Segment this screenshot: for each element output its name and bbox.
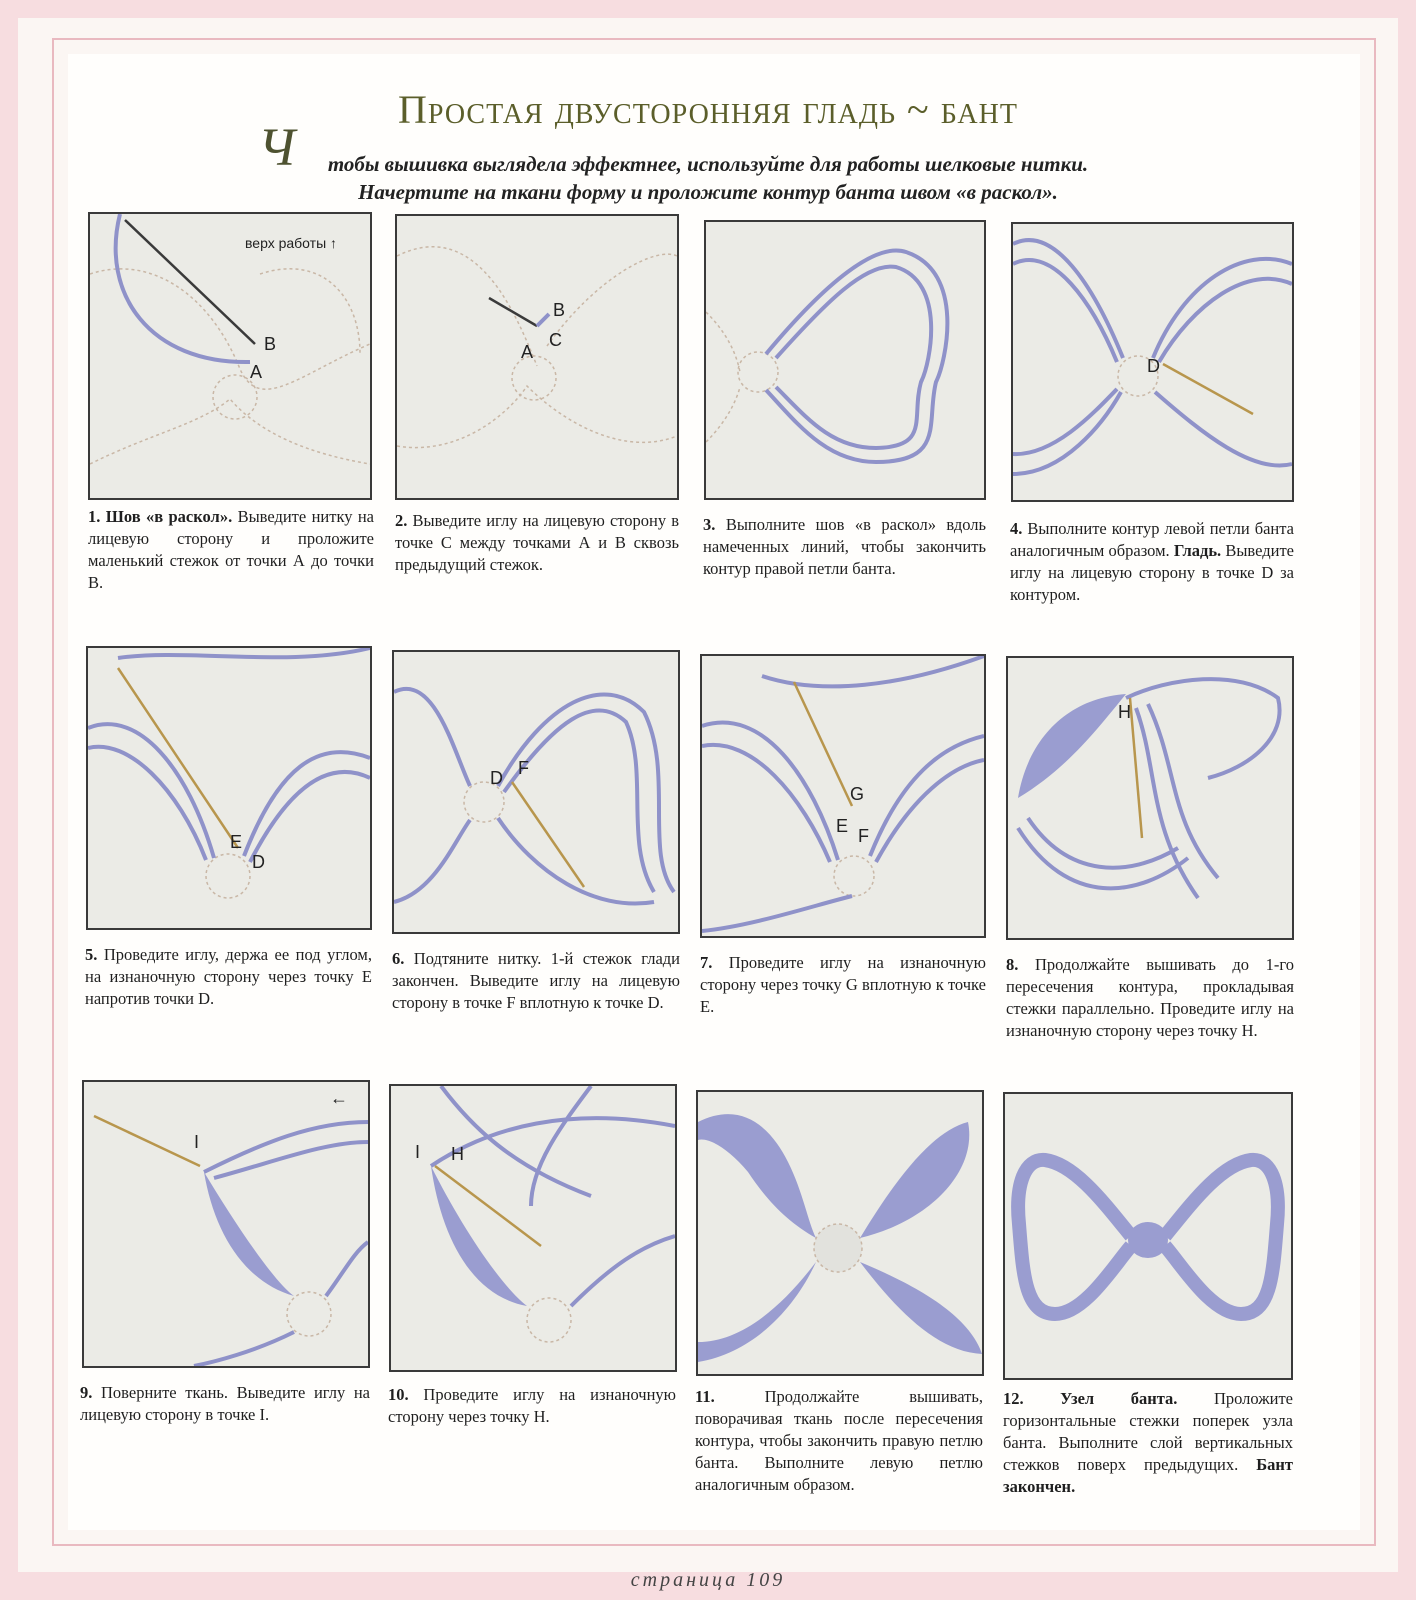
point-label: A xyxy=(250,362,263,382)
point-label: I xyxy=(415,1142,421,1162)
step-lead: 2. xyxy=(395,511,408,530)
point-label: D xyxy=(490,768,503,788)
step-caption-6 xyxy=(392,948,680,1014)
step-caption-7 xyxy=(700,952,986,1018)
step-lead: 6. xyxy=(392,949,405,968)
step-bold: Гладь. xyxy=(1173,541,1222,560)
step-photo-5 xyxy=(86,646,372,930)
step-photo-6 xyxy=(392,650,680,934)
step-caption-4 xyxy=(1010,518,1294,606)
point-label: D xyxy=(1147,356,1160,376)
intro-line-1: тобы вышивка выглядела эффектнее, используйте для работы шелковые нитки. xyxy=(327,152,1089,176)
step-lead: 9. xyxy=(80,1383,93,1402)
step-lead: 10. xyxy=(388,1385,409,1404)
point-label: H xyxy=(1118,702,1131,722)
point-label: B xyxy=(264,334,277,354)
step-caption-2 xyxy=(395,510,679,576)
step-text: Выведите иглу на лицевую сторону в точке С между точками А и В сквозь предыдущий стежок. xyxy=(395,511,679,574)
step-lead: 3. xyxy=(703,515,716,534)
step-caption-11 xyxy=(695,1386,983,1496)
page-number: страница 109 xyxy=(630,1569,786,1591)
point-label: A xyxy=(521,342,534,362)
intro-line-2: Начертите на ткани форму и проложите контур банта швом «в раскол». xyxy=(358,180,1058,204)
point-label: B xyxy=(553,300,566,320)
step-caption-9 xyxy=(80,1382,370,1426)
step-text: Выполните контур левой петли банта аналогичным образом. xyxy=(1010,519,1294,560)
step-text: Выполните шов «в раскол» вдоль намеченных линий, чтобы закончить контур правой петли банта. xyxy=(703,515,986,578)
step-photo-12 xyxy=(1003,1092,1293,1380)
step-text-2: Выведите иглу на лицевую сторону в точке D за контуром. xyxy=(1010,541,1294,604)
direction-arrow-icon: ← xyxy=(330,1088,348,1108)
step-lead: 7. xyxy=(700,953,713,972)
step-caption-5 xyxy=(85,944,372,1010)
step-photo-4 xyxy=(1011,222,1294,502)
step-lead: 4. xyxy=(1010,519,1023,538)
intro-dropcap: Ч xyxy=(258,117,296,177)
step-text: Поверните ткань. Выведите иглу на лицевую сторону в точке I. xyxy=(80,1383,370,1424)
page-title: Простая двусторонняя гладь ~ бант xyxy=(398,87,1018,132)
step-photo-11 xyxy=(696,1090,984,1376)
point-label: F xyxy=(518,758,529,778)
step-text: Проложите горизонтальные стежки поперек узла банта. Выполните слой вертикальных стежков поверх предыдущих. xyxy=(1003,1389,1293,1474)
point-label: E xyxy=(836,816,849,836)
step-caption-10 xyxy=(388,1384,676,1428)
step-photo-3 xyxy=(704,220,986,500)
step-lead: 1. Шов «в раскол». xyxy=(88,507,233,526)
step-text: Продолжайте вышивать, поворачивая ткань после пересечения контура, чтобы закончить правую петлю банта. Выполните левую петлю аналогичным образом. xyxy=(695,1387,983,1494)
step-text: Проведите иглу на изнаночную сторону через точку Н. xyxy=(388,1385,676,1426)
point-label: H xyxy=(451,1144,464,1164)
step-lead: 12. Узел банта. xyxy=(1003,1389,1178,1408)
step-caption-3 xyxy=(703,514,986,580)
step-caption-1 xyxy=(88,506,374,594)
step-lead: 11. xyxy=(695,1387,715,1406)
step-text: Проведите иглу, держа ее под углом, на изнаночную сторону через точку Е напротив точки D. xyxy=(85,945,372,1008)
point-label: E xyxy=(230,832,243,852)
step-text: Выведите нитку на лицевую сторону и проложите маленький стежок от точки А до точки В. xyxy=(88,507,374,592)
step-photo-9 xyxy=(82,1080,370,1368)
point-label: G xyxy=(850,784,865,804)
step-text: Подтяните нитку. 1-й стежок глади закончен. Выведите иглу на лицевую сторону в точке F вплотную к точке D. xyxy=(392,949,680,1012)
step-text: Проведите иглу на изнаночную сторону через точку G вплотную к точке Е. xyxy=(700,953,986,1016)
step-text: Продолжайте вышивать до 1-го пересечения контура, прокладывая стежки параллельно. Проведите иглу на изнаночную сторону через точку Н. xyxy=(1006,955,1294,1040)
step-photo-10 xyxy=(389,1084,677,1372)
orientation-note: верх работы ↑ xyxy=(245,235,338,251)
step-photo-2 xyxy=(395,214,679,500)
point-label: C xyxy=(549,330,562,350)
point-label: F xyxy=(858,826,869,846)
point-label: D xyxy=(252,852,265,872)
step-lead: 8. xyxy=(1006,955,1019,974)
step-lead: 5. xyxy=(85,945,98,964)
step-photo-8 xyxy=(1006,656,1294,940)
step-photo-1 xyxy=(88,212,372,500)
step-photo-7 xyxy=(700,654,986,938)
step-bold: Бант закончен. xyxy=(1003,1455,1293,1496)
step-caption-8 xyxy=(1006,954,1294,1042)
step-caption-12 xyxy=(1003,1388,1293,1498)
point-label: I xyxy=(194,1132,200,1152)
